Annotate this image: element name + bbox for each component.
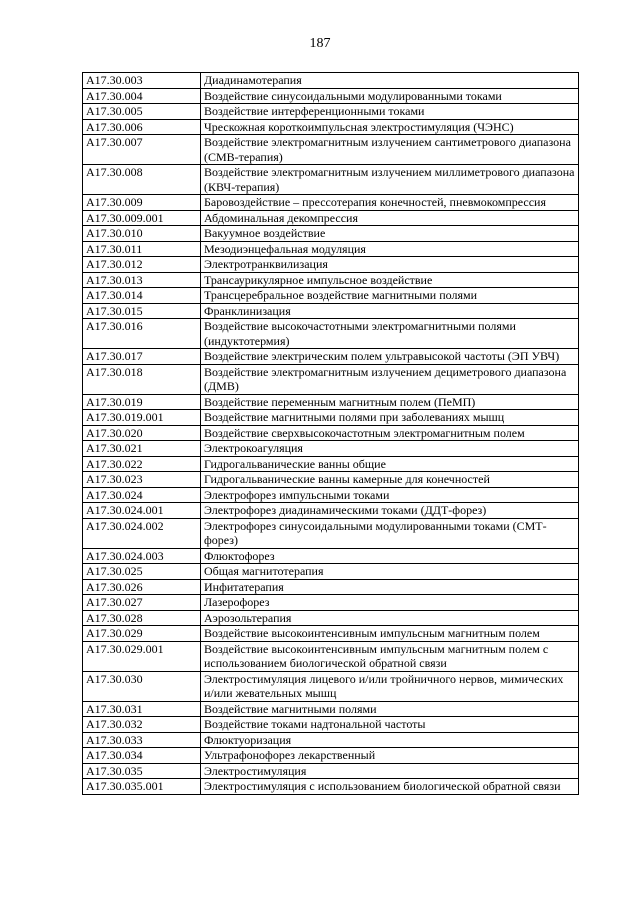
table-row [83, 288, 579, 304]
table-row [83, 410, 579, 426]
code-cell: A17.30.031 [83, 701, 201, 717]
name-cell: Флюктуоризация [201, 732, 579, 748]
table-row [83, 487, 579, 503]
name-cell: Воздействие электромагнитным излучением миллиметрового диапазона (КВЧ-терапия) [201, 165, 579, 195]
table-row [83, 503, 579, 519]
code-cell: A17.30.009 [83, 195, 201, 211]
table-row [83, 641, 579, 671]
code-cell: A17.30.028 [83, 610, 201, 626]
name-cell: Франклинизация [201, 303, 579, 319]
code-cell: A17.30.015 [83, 303, 201, 319]
table-row [83, 441, 579, 457]
name-cell: Трансцеребральное воздействие магнитными полями [201, 288, 579, 304]
table-row [83, 272, 579, 288]
table-row [83, 701, 579, 717]
name-cell: Вакуумное воздействие [201, 226, 579, 242]
name-cell: Воздействие электромагнитным излучением дециметрового диапазона (ДМВ) [201, 364, 579, 394]
name-cell: Гидрогальванические ванны камерные для конечностей [201, 472, 579, 488]
table-row [83, 73, 579, 89]
code-cell: A17.30.024 [83, 487, 201, 503]
code-cell: A17.30.034 [83, 748, 201, 764]
code-cell: A17.30.013 [83, 272, 201, 288]
code-cell: A17.30.003 [83, 73, 201, 89]
table-row [83, 579, 579, 595]
code-cell: A17.30.032 [83, 717, 201, 733]
name-cell: Воздействие магнитными полями при заболеваниях мышц [201, 410, 579, 426]
name-cell: Воздействие магнитными полями [201, 701, 579, 717]
table-row [83, 595, 579, 611]
code-cell: A17.30.029.001 [83, 641, 201, 671]
code-cell: A17.30.021 [83, 441, 201, 457]
code-cell: A17.30.026 [83, 579, 201, 595]
name-cell: Воздействие электромагнитным излучением сантиметрового диапазона (СМВ-терапия) [201, 135, 579, 165]
name-cell: Воздействие переменным магнитным полем (ПеМП) [201, 394, 579, 410]
table-row [83, 394, 579, 410]
code-cell: A17.30.011 [83, 241, 201, 257]
table-row [83, 165, 579, 195]
table-row [83, 717, 579, 733]
table-row [83, 425, 579, 441]
table-row [83, 671, 579, 701]
name-cell: Мезодиэнцефальная модуляция [201, 241, 579, 257]
name-cell: Электрофорез синусоидальными модулированными токами (СМТ-форез) [201, 518, 579, 548]
code-cell: A17.30.024.002 [83, 518, 201, 548]
table-body [83, 73, 579, 795]
code-cell: A17.30.014 [83, 288, 201, 304]
table-row [83, 564, 579, 580]
name-cell: Чрескожная короткоимпульсная электростимуляция (ЧЭНС) [201, 119, 579, 135]
name-cell: Электрофорез импульсными токами [201, 487, 579, 503]
name-cell: Воздействие интерференционными токами [201, 104, 579, 120]
table-row [83, 303, 579, 319]
table-row [83, 319, 579, 349]
name-cell: Лазерофорез [201, 595, 579, 611]
code-cell: A17.30.004 [83, 88, 201, 104]
code-cell: A17.30.022 [83, 456, 201, 472]
name-cell: Воздействие высокочастотными электромагнитными полями (индуктотермия) [201, 319, 579, 349]
name-cell: Электростимуляция [201, 763, 579, 779]
name-cell: Инфитатерапия [201, 579, 579, 595]
code-cell: A17.30.018 [83, 364, 201, 394]
code-cell: A17.30.007 [83, 135, 201, 165]
table-row [83, 195, 579, 211]
code-cell: A17.30.020 [83, 425, 201, 441]
name-cell: Воздействие сверхвысокочастотным электромагнитным полем [201, 425, 579, 441]
table-row [83, 779, 579, 795]
name-cell: Аэрозольтерапия [201, 610, 579, 626]
table-row [83, 763, 579, 779]
name-cell: Электростимуляция лицевого и/или тройничного нервов, мимических и/или жевательных мышц [201, 671, 579, 701]
code-cell: A17.30.024.001 [83, 503, 201, 519]
table-row [83, 626, 579, 642]
name-cell: Общая магнитотерапия [201, 564, 579, 580]
code-cell: A17.30.030 [83, 671, 201, 701]
name-cell: Электрофорез диадинамическими токами (ДДТ-форез) [201, 503, 579, 519]
code-cell: A17.30.019.001 [83, 410, 201, 426]
name-cell: Воздействие высокоинтенсивным импульсным магнитным полем с использованием биологической обратной связи [201, 641, 579, 671]
table-row [83, 257, 579, 273]
name-cell: Электрокоагуляция [201, 441, 579, 457]
table-row [83, 610, 579, 626]
table-row [83, 748, 579, 764]
code-cell: A17.30.008 [83, 165, 201, 195]
code-cell: A17.30.029 [83, 626, 201, 642]
name-cell: Гидрогальванические ванны общие [201, 456, 579, 472]
table-row [83, 210, 579, 226]
table-row [83, 241, 579, 257]
table-row [83, 119, 579, 135]
table-row [83, 349, 579, 365]
code-cell: A17.30.027 [83, 595, 201, 611]
code-cell: A17.30.006 [83, 119, 201, 135]
code-cell: A17.30.035 [83, 763, 201, 779]
code-cell: A17.30.016 [83, 319, 201, 349]
table-row [83, 732, 579, 748]
code-cell: A17.30.035.001 [83, 779, 201, 795]
table-row [83, 364, 579, 394]
name-cell: Воздействие токами надтональной частоты [201, 717, 579, 733]
code-cell: A17.30.023 [83, 472, 201, 488]
page-number: 187 [309, 36, 331, 51]
table-row [83, 472, 579, 488]
name-cell: Воздействие высокоинтенсивным импульсным магнитным полем [201, 626, 579, 642]
name-cell: Ультрафонофорез лекарственный [201, 748, 579, 764]
name-cell: Флюктофорез [201, 548, 579, 564]
procedure-codes-table [82, 72, 579, 795]
table-row [83, 226, 579, 242]
name-cell: Трансаурикулярное импульсное воздействие [201, 272, 579, 288]
table-row [83, 548, 579, 564]
code-cell: A17.30.012 [83, 257, 201, 273]
name-cell: Воздействие электрическим полем ультравысокой частоты (ЭП УВЧ) [201, 349, 579, 365]
code-cell: A17.30.005 [83, 104, 201, 120]
name-cell: Баровоздействие – прессотерапия конечностей, пневмокомпрессия [201, 195, 579, 211]
name-cell: Абдоминальная декомпрессия [201, 210, 579, 226]
code-cell: A17.30.024.003 [83, 548, 201, 564]
table-row [83, 88, 579, 104]
table-row [83, 456, 579, 472]
code-cell: A17.30.025 [83, 564, 201, 580]
name-cell: Электростимуляция с использованием биологической обратной связи [201, 779, 579, 795]
code-cell: A17.30.010 [83, 226, 201, 242]
table-row [83, 104, 579, 120]
code-cell: A17.30.009.001 [83, 210, 201, 226]
code-cell: A17.30.033 [83, 732, 201, 748]
name-cell: Воздействие синусоидальными модулированными токами [201, 88, 579, 104]
code-cell: A17.30.019 [83, 394, 201, 410]
name-cell: Диадинамотерапия [201, 73, 579, 89]
table-row [83, 518, 579, 548]
name-cell: Электротранквилизация [201, 257, 579, 273]
table-row [83, 135, 579, 165]
code-cell: A17.30.017 [83, 349, 201, 365]
